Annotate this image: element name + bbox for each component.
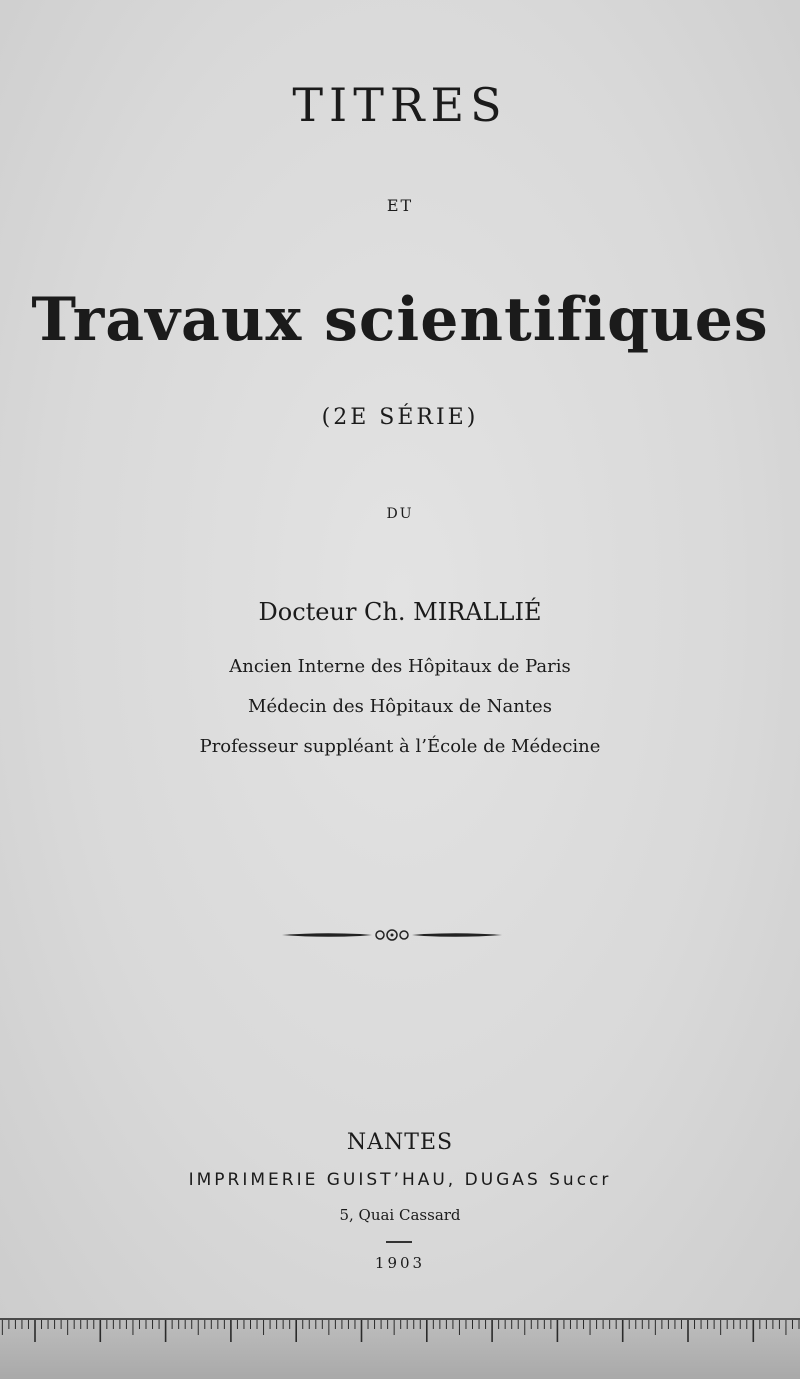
ruler-ticks — [0, 1320, 800, 1350]
ornament-divider — [280, 922, 504, 948]
preposition: DU — [386, 506, 414, 522]
series-label: (2E SÉRIE) — [321, 405, 479, 430]
divider-dash — [386, 1241, 412, 1243]
subtitle: Travaux scientifiques — [31, 285, 769, 355]
imprint-city: NANTES — [346, 1130, 454, 1155]
conjunction: ET — [386, 196, 414, 215]
imprint-address: 5, Quai Cassard — [339, 1206, 461, 1224]
measuring-ruler — [0, 1318, 800, 1379]
credential-line: Professeur suppléant à l’École de Médecine — [199, 736, 601, 757]
title: TITRES — [292, 78, 508, 132]
imprint-printer: IMPRIMERIE GUIST’HAU, DUGAS Succr — [188, 1170, 612, 1190]
author-name: Docteur Ch. MIRALLIÉ — [258, 598, 542, 626]
credential-line: Ancien Interne des Hôpitaux de Paris — [229, 656, 571, 677]
imprint-year: 1903 — [374, 1254, 426, 1272]
credential-line: Médecin des Hôpitaux de Nantes — [248, 696, 552, 717]
